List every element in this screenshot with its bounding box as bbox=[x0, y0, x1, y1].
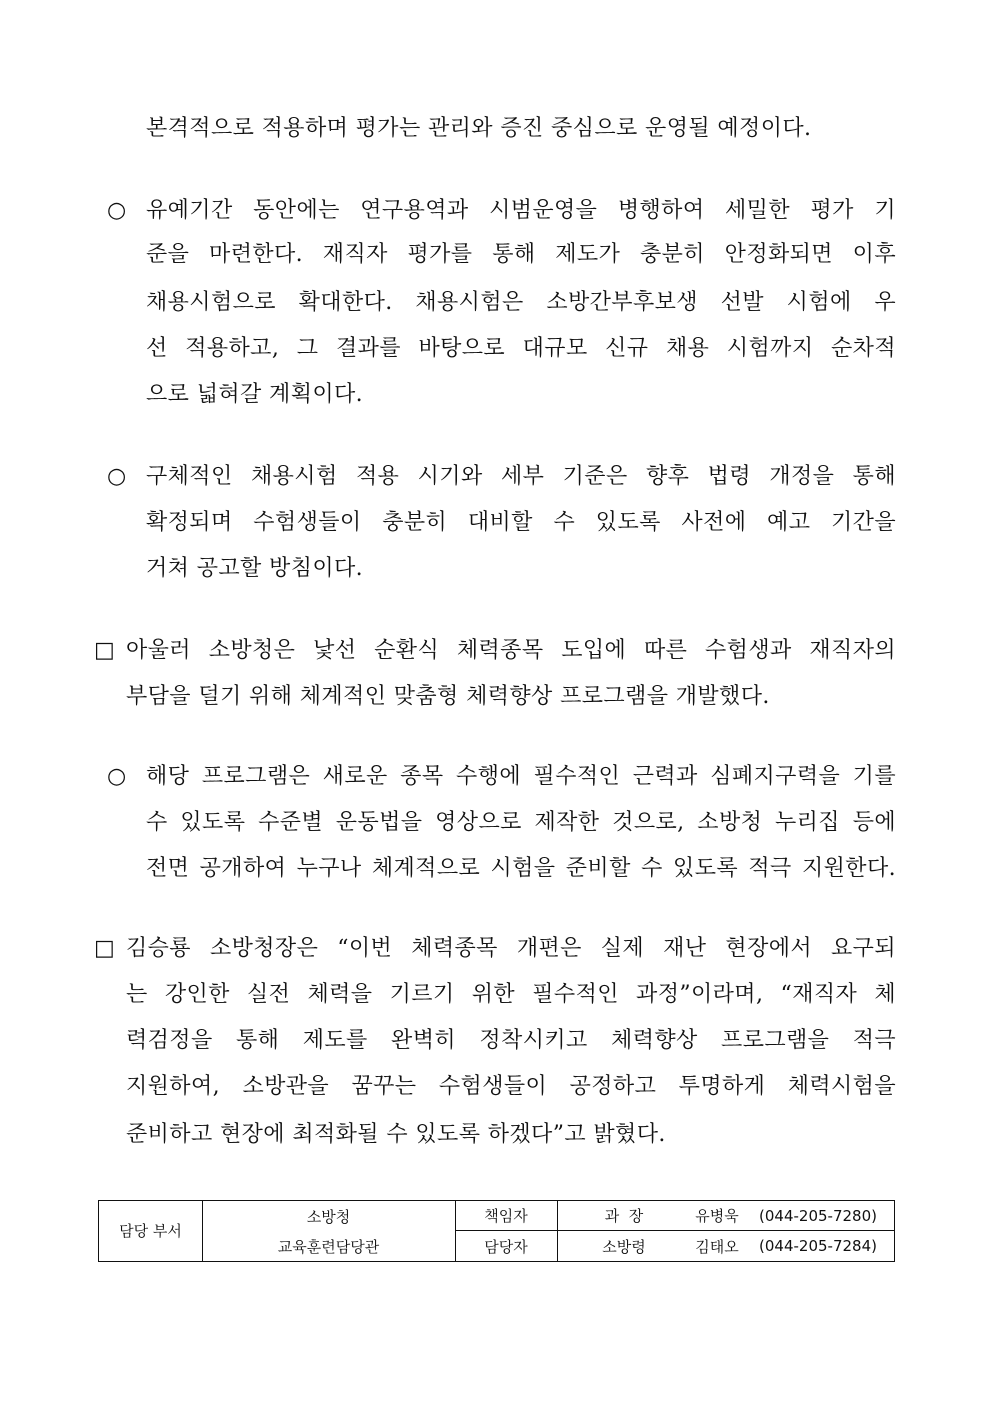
text-line: 지원하여, 소방관을 꿈꾸는 수험생들이 공정하고 투명하게 체력시험을 bbox=[126, 1074, 896, 1099]
text-line: 확정되며 수험생들이 충분히 대비할 수 있도록 사전에 예고 기간을 bbox=[146, 510, 896, 535]
text-line: 본격적으로 적용하며 평가는 관리와 증진 중심으로 운영될 예정이다. bbox=[146, 116, 812, 141]
text-line: 준을 마련한다. 재직자 평가를 통해 제도가 충분히 안정화되면 이후 bbox=[146, 242, 896, 267]
contact-role: 담당자 bbox=[484, 1237, 528, 1256]
text-line: 구체적인 채용시험 적용 시기와 세부 기준은 향후 법령 개정을 통해 bbox=[146, 464, 896, 489]
contact-table bbox=[98, 1200, 895, 1262]
org-division: 교육훈련담당관 bbox=[277, 1237, 380, 1256]
square-bullet-icon: □ bbox=[94, 638, 116, 663]
dept-label: 담당 부서 bbox=[119, 1222, 182, 1240]
text-line: 전면 공개하여 누구나 체계적으로 시험을 준비할 수 있도록 적극 지원한다. bbox=[146, 856, 896, 881]
text-line: 해당 프로그램은 새로운 종목 수행에 필수적인 근력과 심폐지구력을 기를 bbox=[146, 764, 896, 789]
table-divider bbox=[557, 1201, 558, 1261]
text-line: 부담을 덜기 위해 체계적인 맞춤형 체력향상 프로그램을 개발했다. bbox=[126, 684, 770, 709]
text-line: 거쳐 공고할 방침이다. bbox=[146, 556, 364, 581]
org-name: 소방청 bbox=[306, 1207, 351, 1226]
text-line: 준비하고 현장에 최적화될 수 있도록 하겠다”고 밝혔다. bbox=[126, 1122, 666, 1147]
contact-role: 책임자 bbox=[484, 1207, 528, 1225]
square-bullet-icon: □ bbox=[94, 936, 116, 961]
circle-bullet-icon: ○ bbox=[107, 764, 127, 789]
contact-name: 김태오 bbox=[695, 1237, 739, 1256]
text-line: 으로 넓혀갈 계획이다. bbox=[146, 382, 364, 407]
text-line: 김승룡 소방청장은 “이번 체력종목 개편은 실제 재난 현장에서 요구되 bbox=[126, 936, 896, 961]
text-line: 아울러 소방청은 낯선 순환식 체력종목 도입에 따른 수험생과 재직자의 bbox=[126, 638, 896, 663]
text-line: 유예기간 동안에는 연구용역과 시범운영을 병행하여 세밀한 평가 기 bbox=[146, 198, 896, 223]
text-line: 는 강인한 실전 체력을 기르기 위한 필수적인 과정”이라며, “재직자 체 bbox=[126, 982, 896, 1007]
contact-name: 유병욱 bbox=[695, 1207, 739, 1225]
circle-bullet-icon: ○ bbox=[107, 198, 127, 223]
contact-phone: (044-205-7280) bbox=[759, 1206, 877, 1225]
text-line: 채용시험으로 확대한다. 채용시험은 소방간부후보생 선발 시험에 우 bbox=[146, 290, 896, 315]
text-line: 수 있도록 수준별 운동법을 영상으로 제작한 것으로, 소방청 누리집 등에 bbox=[146, 810, 896, 835]
text-line: 선 적용하고, 그 결과를 바탕으로 대규모 신규 채용 시험까지 순차적 bbox=[146, 336, 896, 361]
text-line: 력검정을 통해 제도를 완벽히 정착시키고 체력향상 프로그램을 적극 bbox=[126, 1028, 896, 1053]
contact-title: 과 장 bbox=[604, 1207, 644, 1225]
circle-bullet-icon: ○ bbox=[107, 464, 127, 489]
contact-title: 소방령 bbox=[602, 1237, 646, 1256]
contact-phone: (044-205-7284) bbox=[759, 1237, 877, 1255]
